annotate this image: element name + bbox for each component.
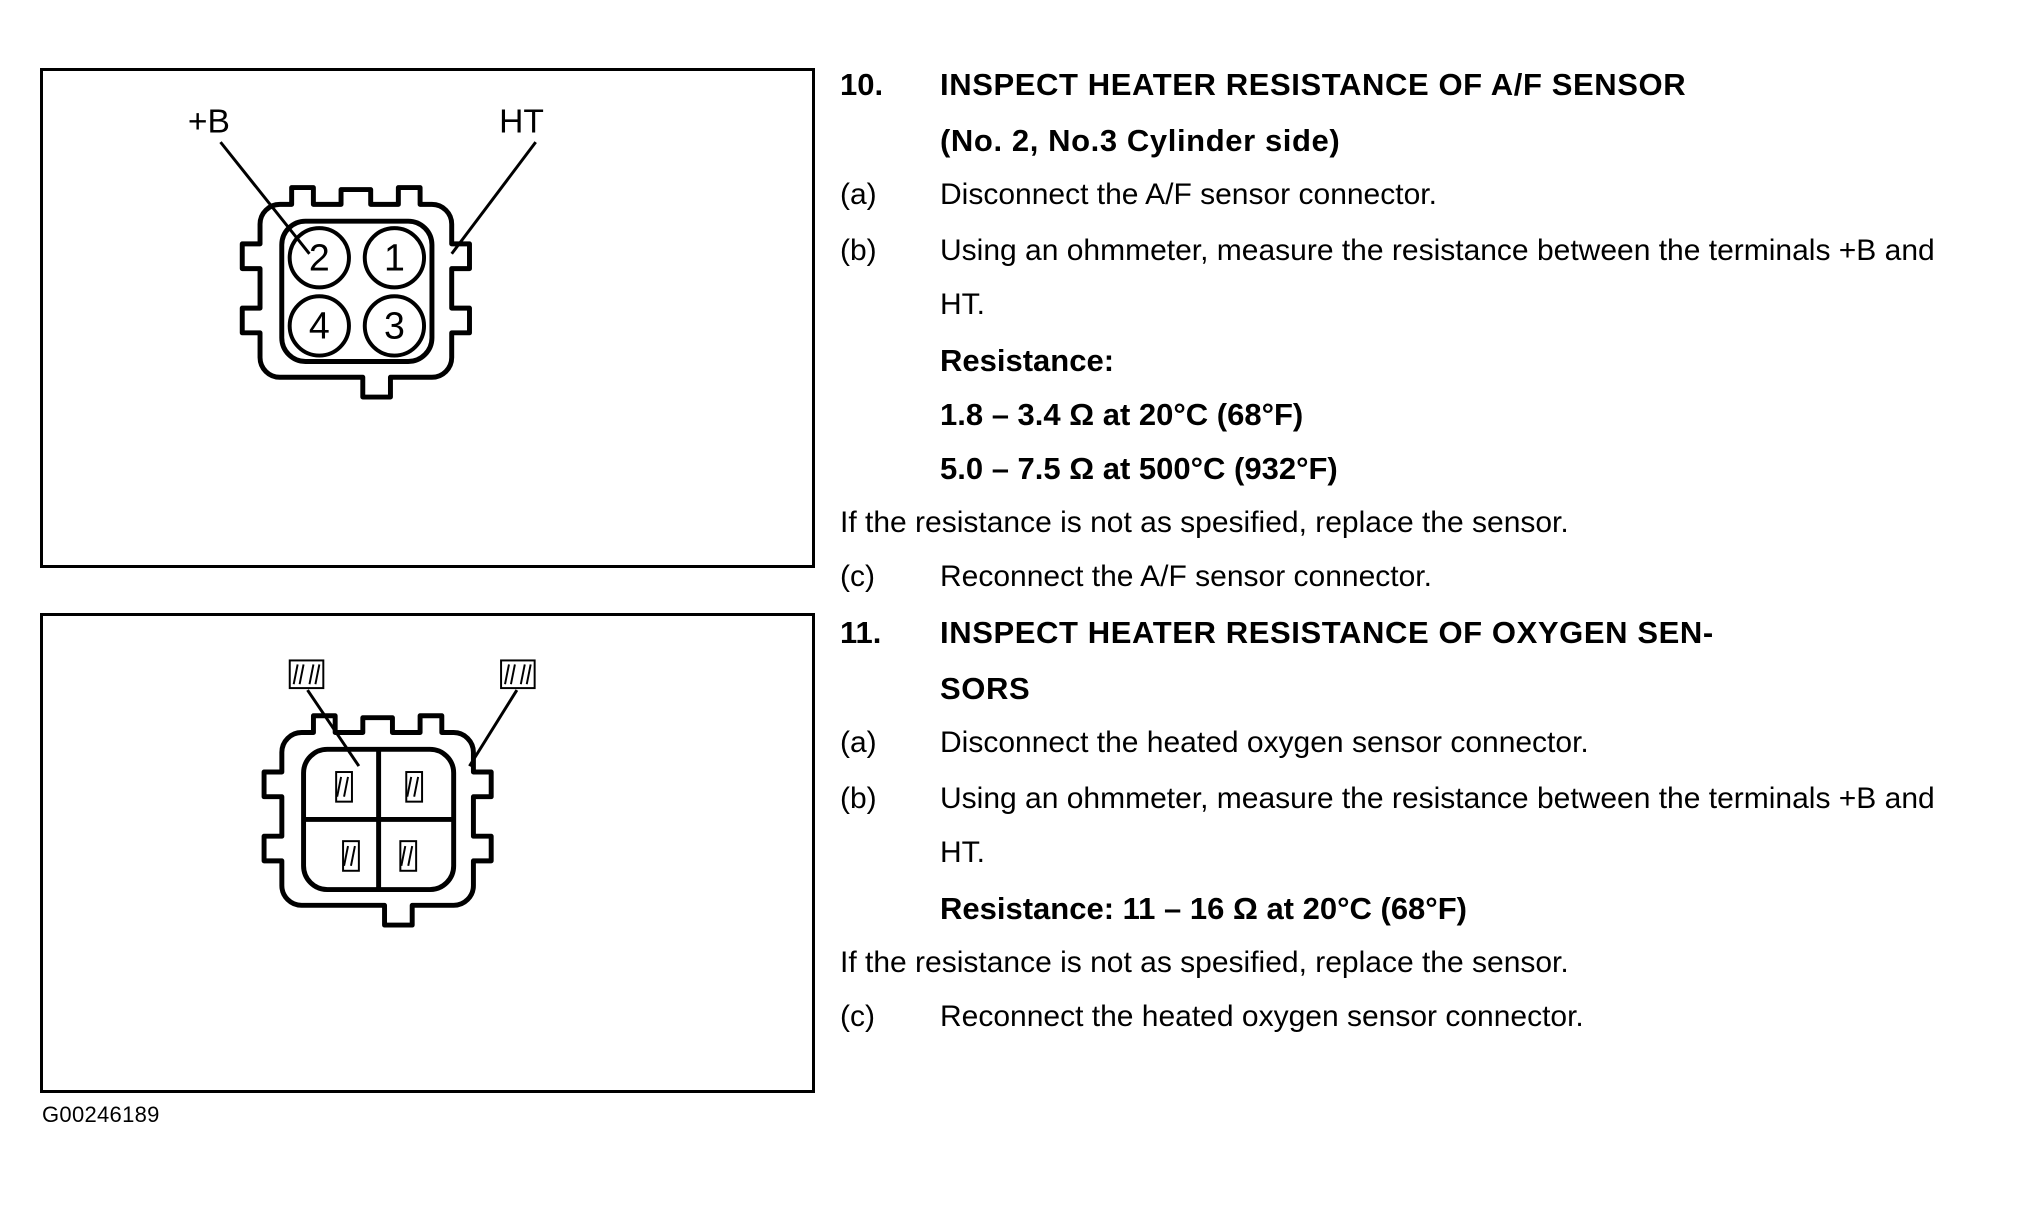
step-10-item-a-text: Disconnect the A/F sensor connector. — [940, 178, 1437, 211]
terminal-label-3: 3 — [383, 304, 405, 347]
step-10-resistance-value-1: 1.8 – 3.4 Ω at 20°C (68°F) — [940, 397, 1304, 432]
step-11-item-c-marker: (c) — [840, 1000, 875, 1033]
oxygen-sensor-connector-drawing — [43, 616, 812, 1090]
step-11-item-a-text: Disconnect the heated oxygen sensor connector. — [940, 726, 1589, 759]
terminal-label-4: 4 — [308, 304, 330, 347]
figure-label-plus-b: +B — [187, 103, 230, 141]
step-10-item-b — [840, 224, 1985, 332]
step-11-item-b — [840, 772, 1985, 880]
procedure-text-column — [840, 58, 1985, 1046]
step-10-item-b-text: Using an ohmmeter, measure the resistance between the terminals +B and HT. — [940, 234, 1935, 321]
step-11-item-a-marker: (a) — [840, 726, 877, 759]
step-10-item-a-marker: (a) — [840, 178, 877, 211]
step-11-title-line2: SORS — [940, 671, 1031, 706]
step-10-note: If the resistance is not as spesified, replace the sensor. — [840, 506, 1569, 539]
af-sensor-connector-drawing — [43, 71, 812, 565]
step-11-note: If the resistance is not as spesified, replace the sensor. — [840, 946, 1569, 979]
step-11-title-line1: INSPECT HEATER RESISTANCE OF OXYGEN SEN- — [940, 615, 1714, 650]
step-10-resistance-value-2: 5.0 – 7.5 Ω at 500°C (932°F) — [940, 451, 1338, 486]
figure-caption: G00246189 — [42, 1102, 160, 1127]
oxygen-sensor-connector-figure — [40, 613, 815, 1093]
step-11-heading-row — [840, 606, 1985, 660]
step-10-item-c-text: Reconnect the A/F sensor connector. — [940, 560, 1432, 593]
step-10-title-line1: INSPECT HEATER RESISTANCE OF A/F SENSOR — [940, 67, 1687, 102]
step-10-item-c — [840, 550, 1985, 604]
step-11-item-c — [840, 990, 1985, 1044]
af-sensor-connector-figure — [40, 68, 815, 568]
step-10-resistance-label: Resistance: — [940, 343, 1115, 378]
terminal-label-2: 2 — [308, 236, 330, 279]
step-10-heading-row — [840, 58, 1985, 112]
step-11-resistance-spec: Resistance: 11 – 16 Ω at 20°C (68°F) — [940, 891, 1467, 926]
callout-hatch-right — [501, 660, 535, 688]
step-10-number: 10. — [840, 67, 884, 102]
step-11-item-a — [840, 716, 1985, 770]
callout-hatch-left — [290, 660, 324, 688]
terminal-label-1: 1 — [383, 236, 405, 279]
step-11-number: 11. — [840, 615, 882, 650]
step-10-title-line2: (No. 2, No.3 Cylinder side) — [940, 123, 1341, 158]
figure-label-ht: HT — [499, 103, 544, 141]
step-11-item-c-text: Reconnect the heated oxygen sensor connector. — [940, 1000, 1584, 1033]
step-11-item-b-marker: (b) — [840, 782, 877, 815]
step-10-item-a — [840, 168, 1985, 222]
step-10-item-b-marker: (b) — [840, 234, 877, 267]
step-10-item-c-marker: (c) — [840, 560, 875, 593]
step-11-item-b-text: Using an ohmmeter, measure the resistance between the terminals +B and HT. — [940, 782, 1935, 869]
